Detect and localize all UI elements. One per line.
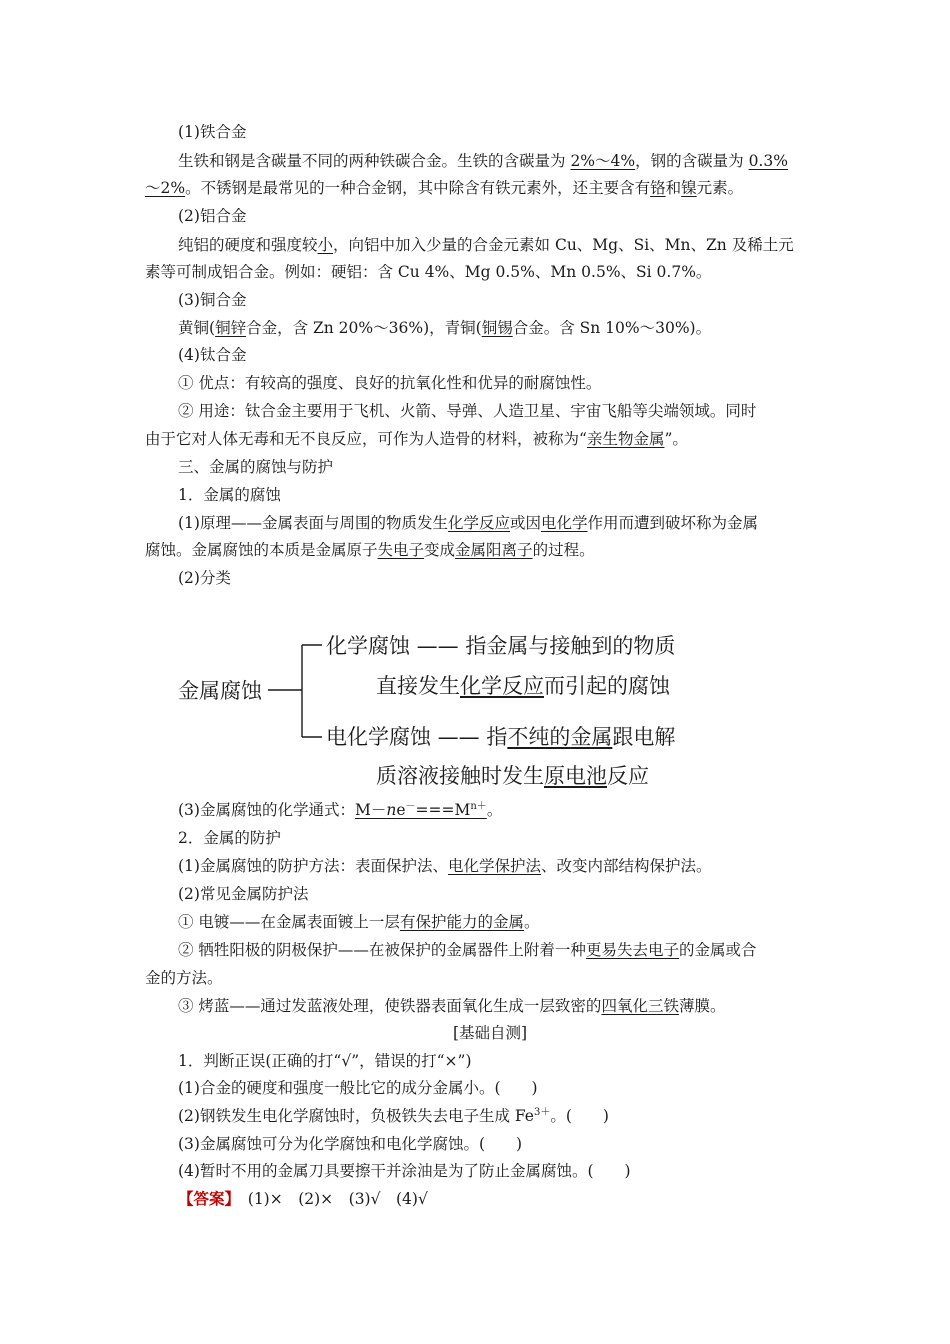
- subsection-protection: 2．金属的防护: [178, 829, 281, 847]
- corrosion-principle-line1: (1)原理——金属表面与周围的物质发生化学反应或因电化学作用而遭到破坏称为金属: [178, 514, 759, 532]
- copper-alloy-paragraph: 黄铜(铜锌合金，含 Zn 20%～36%)，青铜(铜锡合金。含 Sn 10%～30%)。: [178, 319, 712, 337]
- common-protection-heading: (2)常见金属防护法: [178, 885, 309, 903]
- selftest-question-heading: 1．判断正误(正确的打“√”，错误的打“×”): [178, 1052, 472, 1070]
- corrosion-principle-line2: 腐蚀。金属腐蚀的本质是金属原子失电子变成金属阳离子的过程。: [145, 541, 595, 559]
- titanium-alloy-heading: (4)钛合金: [178, 346, 247, 364]
- selftest-item-3: (3)金属腐蚀可分为化学腐蚀和电化学腐蚀。( ): [178, 1135, 523, 1153]
- diagram-chemical-corrosion-line2: 直接发生化学反应而引起的腐蚀: [376, 674, 670, 698]
- diagram-chemical-corrosion-line1: 化学腐蚀 —— 指金属与接触到的物质: [326, 634, 676, 658]
- iron-alloy-paragraph-line2: ～2%。不锈钢是最常见的一种合金钢，其中除含有铁元素外，还主要含有铬和镍元素。: [145, 179, 744, 197]
- subsection-corrosion: 1．金属的腐蚀: [178, 486, 281, 504]
- selftest-title: [基础自测]: [453, 1024, 528, 1042]
- diagram-electrochemical-corrosion-line1: 电化学腐蚀 —— 指不纯的金属跟电解: [326, 725, 676, 749]
- answer-label: 【答案】: [178, 1189, 233, 1208]
- titanium-usage-line1: ② 用途：钛合金主要用于飞机、火箭、导弹、人造卫星、宇宙飞船等尖端领域。同时: [178, 402, 757, 420]
- corrosion-general-formula: (3)金属腐蚀的化学通式：$M-ne^-===M^{n+}$。: [178, 800, 503, 819]
- corrosion-classification-label: (2)分类: [178, 569, 231, 587]
- protection-sacrificial-anode-line2: 金的方法。: [145, 969, 223, 987]
- aluminum-alloy-paragraph-line2: 素等可制成铝合金。例如：硬铝：含 Cu 4%、Mg 0.5%、Mn 0.5%、Si 0.7%。: [145, 263, 712, 281]
- copper-alloy-heading: (3)铜合金: [178, 291, 247, 309]
- titanium-advantage: ① 优点：有较高的强度、良好的抗氧化性和优异的耐腐蚀性。: [178, 374, 602, 392]
- protection-methods: (1)金属腐蚀的防护方法：表面保护法、电化学保护法、改变内部结构保护法。: [178, 857, 712, 875]
- selftest-item-4: (4)暂时不用的金属刀具要擦干并涂油是为了防止金属腐蚀。( ): [178, 1162, 631, 1180]
- diagram-electrochemical-corrosion-line2: 质溶液接触时发生原电池反应: [376, 764, 649, 788]
- iron-alloy-paragraph-line1: 生铁和钢是含碳量不同的两种铁碳合金。生铁的含碳量为 2%～4%，钢的含碳量为 0.3%: [178, 152, 788, 170]
- aluminum-alloy-paragraph-line1: 纯铝的硬度和强度较小，向铝中加入少量的合金元素如 Cu、Mg、Si、Mn、Zn 及稀土元: [178, 236, 794, 254]
- iron-alloy-heading: (1)铁合金: [178, 123, 247, 141]
- answer-text: (1)× (2)× (3)√ (4)√: [232, 1190, 428, 1208]
- diagram-root-metal-corrosion: 金属腐蚀: [178, 679, 262, 703]
- titanium-usage-line2: 由于它对人体无毒和无不良反应，可作为人造骨的材料，被称为“亲生物金属”。: [145, 430, 688, 448]
- selftest-item-1: (1)合金的硬度和强度一般比它的成分金属小。( ): [178, 1079, 538, 1097]
- protection-bluing: ③ 烤蓝——通过发蓝液处理，使铁器表面氧化生成一层致密的四氧化三铁薄膜。: [178, 997, 726, 1015]
- protection-electroplating: ① 电镀——在金属表面镀上一层有保护能力的金属。: [178, 913, 540, 931]
- selftest-answer: [178, 1189, 428, 1209]
- aluminum-alloy-heading: (2)铝合金: [178, 207, 247, 225]
- selftest-item-2: (2)钢铁发生电化学腐蚀时，负极铁失去电子生成 $Fe^{3+}$。( ): [178, 1106, 609, 1125]
- section-corrosion-title: 三、金属的腐蚀与防护: [178, 458, 334, 476]
- protection-sacrificial-anode-line1: ② 牺牲阳极的阴极保护——在被保护的金属器件上附着一种更易失去电子的金属或合: [178, 941, 757, 959]
